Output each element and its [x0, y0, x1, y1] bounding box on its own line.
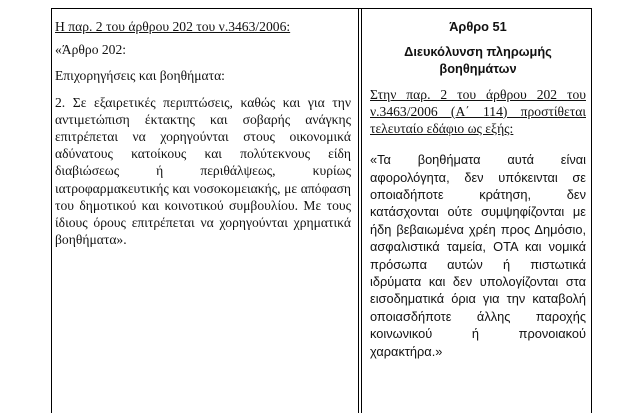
left-title: Επιχορηγήσεις και βοηθήματα:: [55, 68, 225, 84]
article-title: Διευκόλυνση πληρωμής βοηθημάτων: [404, 44, 552, 77]
column-divider-inner: [361, 9, 362, 413]
left-quote-open: «Άρθρο 202:: [55, 42, 127, 58]
amendment-quote: «Τα βοηθήματα αυτά είναι αφορολόγητα, δεν υπόκεινται σε οποιαδήποτε κράτηση, δεν κατάσχονται ούτε συμψηφίζονται με ήδη βεβαιωμένα χρέη προς Δημόσιο, ασφαλιστικά ταμεία, ΟΤΑ και νομικά πρόσωπα αυτών ή πιστωτικά ιδρύματα και δεν υπολογίζονται στα εισοδηματικά όρια για την καταβολή οποιασδήποτε άλλης παροχής κοινωνικού ή προνοιακού χαρακτήρα.»: [370, 152, 586, 359]
right-column: [370, 18, 586, 360]
amendment-intro: Στην παρ. 2 του άρθρου 202 του ν.3463/2006 (Α΄ 114) προστίθεται τελευταίο εδάφιο ως εξής:: [370, 86, 586, 137]
left-paragraph: 2. Σε εξαιρετικές περιπτώσεις, καθώς και για την αντιμετώπιση έκτακτης και σοβαρής ανάγκης επιτρέπεται να χορηγούνται στους οικονομικά αδύνατους κατοίκους και πολύτεκνους είδη διαβιώσεως ή περιθάλψεως, κυρίως ιατροφαρμακευτικής και νοσοκομειακής, με απόφαση του δημοτικού και κοινοτικού συμβουλίου. Με τους ίδιους όρους επιτρέπεται να χορηγούνται χρηματικά βοηθήματα».: [55, 94, 351, 248]
comparison-table: [51, 8, 592, 413]
column-divider: [358, 9, 359, 413]
left-header: Η παρ. 2 του άρθρου 202 του ν.3463/2006:: [55, 19, 291, 34]
left-column: [55, 18, 351, 248]
article-number: Άρθρο 51: [449, 19, 507, 34]
